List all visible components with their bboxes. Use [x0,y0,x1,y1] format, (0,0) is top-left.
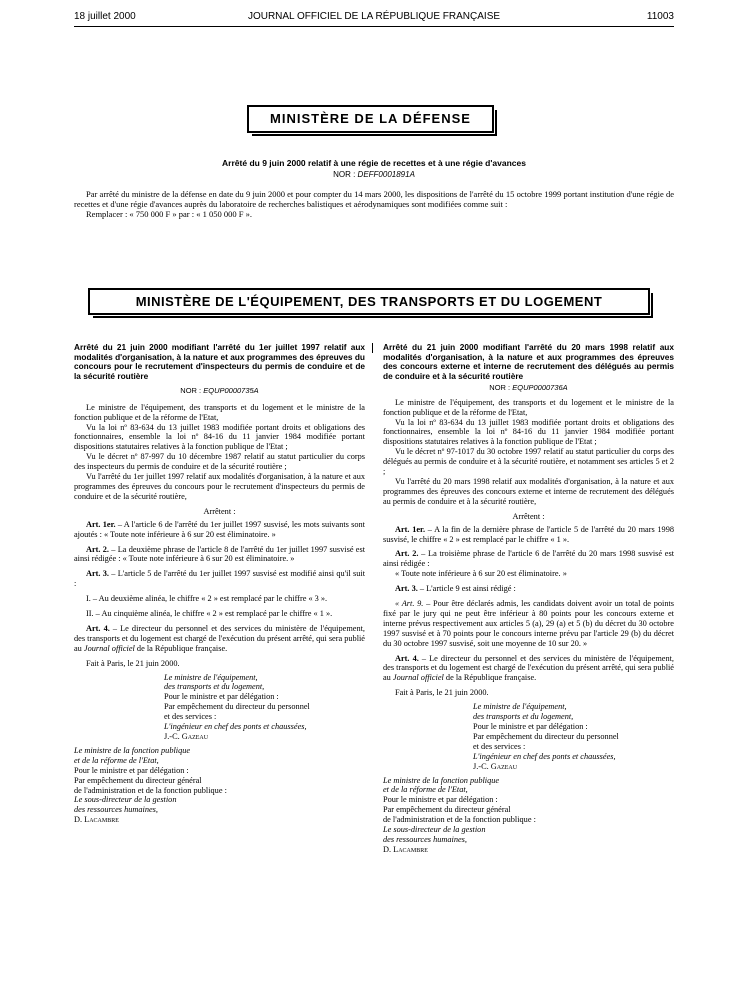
signature-line: Le ministre de la fonction publique [74,745,191,755]
nor-code: DEFF0001891A [357,170,415,179]
article-text: de la République française. [443,673,537,683]
left-column [74,343,365,825]
article-3 [383,584,674,594]
paragraph: Le ministre de l'équipement, des transports et du logement et le ministre de la fonction publique et de la réforme de l'Etat, [383,397,674,417]
signatory-name: J.-C. Gazeau [164,732,209,741]
column-rule [372,343,373,353]
signature-line: et de la réforme de l'Etat, [74,755,159,765]
signature-line: Par empêchement du directeur général [383,805,511,815]
paragraph: Vu le décret nº 97-1017 du 30 octobre 1997 relatif au statut particulier du corps des délégués au permis de conduire et à la sécurité routière, et notamment ses articles 5 et 2 ; [383,447,674,477]
article-3-item-i: I. – Au deuxième alinéa, le chiffre « 2 » est remplacé par le chiffre « 3 ». [86,594,328,604]
signature-line: L'ingénieur en chef des ponts et chaussées, [473,751,616,761]
signature-line: des transports et du logement, [164,682,265,692]
decree-title-defense: Arrêté du 9 juin 2000 relatif à une régie de recettes et à une régie d'avances [222,158,526,168]
nor-line [383,383,674,393]
header-journal-title: JOURNAL OFFICIEL DE LA RÉPUBLIQUE FRANÇAISE [247,11,501,22]
signature-line: et des services : [473,741,526,751]
signature-line: Par empêchement du directeur du personnel [473,731,619,741]
signatory-name: D. Lacambre [74,815,119,825]
running-header [74,11,674,25]
article-label: Art. 4. [86,623,110,633]
article-text: de la République française. [134,643,228,653]
signature-line: des ressources humaines, [74,805,158,815]
article-text: – L'article 9 est ainsi rédigé : [417,584,516,594]
signature-line: de l'administration et de la fonction publique : [74,785,227,795]
paragraph: Vu l'arrêté du 1er juillet 1997 relatif aux modalités d'organisation, à la nature et aux programmes des épreuves du concours pour le recrutement d'inspecteurs du permis de conduire et de la sécurité routière, [74,472,365,501]
journal-name: Journal officiel [83,643,135,653]
paragraph: Vu l'arrêté du 20 mars 1998 relatif aux modalités d'organisation, à la nature et aux programmes des épreuves des concours externe et interne de recrutement des délégués au permis de conduire et à la sécurité routière, [383,476,674,506]
paragraph: Le ministre de l'équipement, des transports et du logement et le ministre de la fonction publique et de la réforme de l'Etat, [74,402,365,422]
signature-block-2 [383,776,584,855]
article-2 [383,549,674,569]
ministry-heading-defense: MINISTÈRE DE LA DÉFENSE [247,105,494,133]
paragraph: Vu la loi nº 83-634 du 13 juillet 1983 modifiée portant droits et obligations des fonctionnaires, ensemble la loi nº 84-16 du 11 janvier 1984 modifiée portant dispositions statutaires relatives à la fonction publique de l'Etat ; [383,417,674,447]
signature-block-1 [164,673,365,742]
arretent: Arrêtent : [203,506,236,516]
signature-line: Le ministre de la fonction publique [383,775,500,785]
article-text: – La troisième phrase de l'article 6 de l'arrêté du 20 mars 1998 susvisé est ainsi rédigée : [383,549,675,569]
article-label: Art. 1er. [86,519,116,529]
signatory-name: J.-C. Gazeau [473,761,518,771]
signature-block-2 [74,746,275,825]
article-text: – A l'article 6 de l'arrêté du 1er juillet 1997 susvisé, les mots suivants sont ajoutés : « Toute note inférieure à 6 sur 20 est éliminatoire. » [74,519,365,539]
signature-line: Le ministre de l'équipement, [473,702,567,712]
decree-title: Arrêté du 21 juin 2000 modifiant l'arrêté du 20 mars 1998 relatif aux modalités d'organisation, à la nature et aux programmes des épreuves des concours externe et interne de recrutement des délégués au permis de conduire et à la sécurité routière [383,342,674,382]
fait-a-paris: Fait à Paris, le 21 juin 2000. [395,688,489,698]
article-text: – Le directeur du personnel et des services du ministère de l'équipement, des transports et du logement est chargé de l'exécution du présent arrêté, qui sera publié au [383,653,674,683]
article-label: Art. 3. [86,569,110,579]
article-text: – L'article 5 de l'arrêté du 1er juillet 1997 susvisé est modifié ainsi qu'il suit : [74,569,366,589]
nor-label: NOR : [489,382,511,392]
nor-code: EQUP0000735A [203,385,259,395]
signature-line: Par empêchement du directeur général [74,775,202,785]
fait-a-paris: Fait à Paris, le 21 juin 2000. [86,658,180,668]
signature-line: Le ministre de l'équipement, [164,672,258,682]
article-text: – La deuxième phrase de l'article 8 de l'arrêté du 1er juillet 1997 susvisé est ainsi rédigée : « Toute note inférieure à 6 sur 20 est éliminatoire. » [74,544,365,564]
signature-line: de l'administration et de la fonction publique : [383,815,536,825]
paragraph: Vu le décret nº 87-997 du 10 décembre 1987 relatif au statut particulier du corps des inspecteurs du permis de conduire et de la sécurité routière ; [74,452,365,472]
article-2 [74,545,365,565]
journal-name: Journal officiel [392,673,444,683]
nor-label: NOR : [333,170,356,179]
header-page-number: 11003 [646,11,674,22]
article-4 [74,624,365,654]
article-3 [74,569,365,589]
article-3-item-ii: II. – Au cinquième alinéa, le chiffre « 2 » est remplacé par le chiffre « 1 ». [86,609,333,619]
article-label: « Art. 9. [395,599,424,609]
header-rule [74,26,674,27]
signature-block-1 [473,702,674,771]
signature-line: Pour le ministre et par délégation : [164,692,279,702]
paragraph: Vu la loi nº 83-634 du 13 juillet 1983 modifiée portant droits et obligations des fonctionnaires, ensemble la loi nº 84-16 du 11 janvier 1984 modifiée portant dispositions statutaires relatives à la fonction publique de l'Etat ; [74,422,365,452]
decree-body-defense [74,189,674,219]
article-label: Art. 3. [395,584,418,594]
header-date: 18 juillet 2000 [74,11,136,22]
signature-line: des transports et du logement, [473,712,574,722]
signature-line: et de la réforme de l'Etat, [383,785,468,795]
signature-line: Pour le ministre et par délégation : [473,722,588,731]
signature-line: Pour le ministre et par délégation : [74,765,189,775]
article-2-quote: « Toute note inférieure à 6 sur 20 est éliminatoire. » [395,569,567,579]
article-text: – Le directeur du personnel et des services du ministère de l'équipement, des transports et du logement est chargé de l'exécution du présent arrêté, qui sera publié au [74,623,365,653]
paragraph: Remplacer : « 750 000 F » par : « 1 050 000 F ». [86,209,252,219]
arretent: Arrêtent : [512,511,545,521]
article-1 [383,525,674,545]
signature-line: Le sous-directeur de la gestion [74,795,177,805]
signature-line: L'ingénieur en chef des ponts et chaussées, [164,722,307,732]
nor-label: NOR : [180,385,202,395]
signature-line: et des services : [164,712,217,722]
article-label: Art. 2. [395,549,419,559]
article-label: Art. 4. [395,653,419,663]
decree-title: Arrêté du 21 juin 2000 modifiant l'arrêté du 1er juillet 1997 relatif aux modalités d'organisation, à la nature et aux programmes des épreuves du concours pour le recrutement d'inspecteurs du permis de conduire et de la sécurité routière [74,342,365,382]
nor-line [74,386,365,396]
nor-line-defense [74,170,674,179]
signature-line: Par empêchement du directeur du personnel [164,702,310,712]
nor-code: EQUP0000736A [512,382,568,392]
article-text: – Pour être déclarés admis, les candidats doivent avoir un total de points fixé par le jury qui ne peut être inférieur à 80 points pour les concours externe et interne prévus respectivement aux articles 5 (a), 29 (a) et 5 (b) du décret du 30 octobre 1997 susvisé et à 70 points pour le concours interne prévu par l'article 29 (b) du décret du 30 octobre 1997 susvisé, soit une moyenne de 10 sur 20. » [383,599,675,648]
article-9-quote [383,599,674,649]
right-column [383,343,674,855]
signature-line: Le sous-directeur de la gestion [383,825,486,835]
paragraph: Par arrêté du ministre de la défense en date du 9 juin 2000 et pour compter du 14 mars 2000, les dispositions de l'arrêté du 15 octobre 1999 portant institution d'une régie de recettes et d'une régie d'avances auprès du laboratoire de recherches balistiques et aérodynamiques sont modifiées comme suit : [74,189,674,209]
signatory-name: D. Lacambre [383,844,428,854]
article-label: Art. 2. [86,544,110,554]
article-1 [74,520,365,540]
ministry-heading-equipement: MINISTÈRE DE L'ÉQUIPEMENT, DES TRANSPORTS ET DU LOGEMENT [88,288,650,315]
article-4 [383,654,674,684]
article-text: – A la fin de la dernière phrase de l'article 5 de l'arrêté du 20 mars 1998 susvisé, le chiffre « 2 » est remplacé par le chiffre « 1 ». [383,524,675,544]
signature-line: Pour le ministre et par délégation : [383,795,498,805]
signature-line: des ressources humaines, [383,834,467,844]
article-label: Art. 1er. [395,524,426,534]
